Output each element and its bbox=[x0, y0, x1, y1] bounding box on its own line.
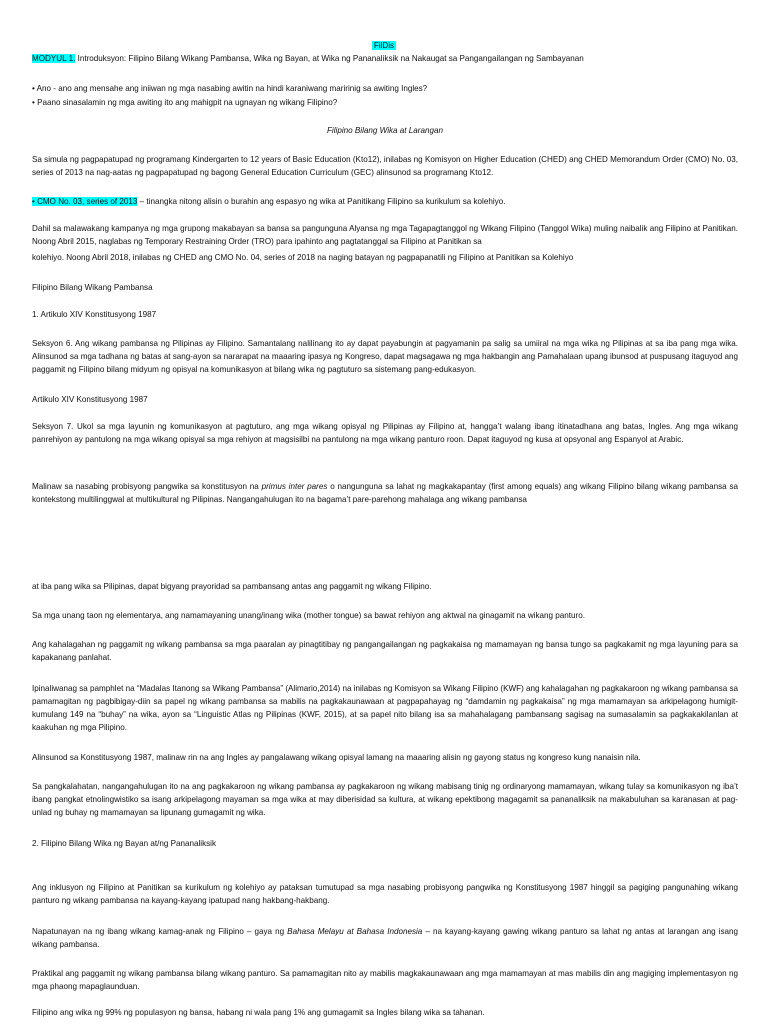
paragraph-populasyon: Filipino ang wika ng 99% ng populasyon ng bansa, habang ni wala pang 1% ang gumagamit sa Ingles bilang wika sa tahanan. bbox=[32, 1008, 485, 1017]
paragraph-praktikal: Praktikal ang paggamit ng wikang pambansa bilang wikang panturo. Sa pamamagitan nito ay mabilis magkakaunawaan ang mga mamamayan at mas mabilis din ang magiging implementasyon ng mga phaong mapaglaunduan. bbox=[32, 969, 738, 991]
paragraph-kahalagahan: Ang kahalagahan ng paggamit ng wikang pambansa sa mga paaralan ay pinagtitibay ng pangangailangan ng pagkakaisa ng mamamayan ng bansa tungo sa pagkakamit ng mga layuning para sa kapakanang panlahat. bbox=[32, 640, 738, 662]
modyul-heading bbox=[32, 52, 738, 65]
paragraph-tanggol-wika-cont: kolehiyo. Noong Abril 2018, inilabas ng CHED ang CMO No. 04, series of 2018 na naging batayan ng pagpapanatili ng Filipino at Panitikan sa Kolehiyo bbox=[32, 253, 574, 262]
paragraph-kwf-pamphlet: Ipinaliwanag sa pamphlet na “Madalas Itanong sa Wikang Pambansa” (Alimario,2014) na inilabas ng Komisyon sa Wikang Filipino (KWF) ang kahalagahan ng pagkakaroon ng wikang pambansa sa pamamagitan ng pagbibigay-diin sa papel ng wikang pambansa sa mabilis na pagkakaunawaan at pagpapahayag ng “damdamin ng pagkakaisa” ng mga mamamayan sa arkipelagong humigit-kumulang 149 na “buhay” na wika, ayon sa “Linguistic Atlas ng Pilipinas (KWF, 2015), at sa papel nito bilang isa sa mahahalagang pambansang sagisag na sumasalamin sa pagkakakilanlan at kaakuhan ng mga Pilipino. bbox=[32, 684, 738, 732]
modyul-label: MODYUL 1. bbox=[32, 54, 76, 63]
modyul-title: Introduksyon: Filipino Bilang Wikang Pambansa, Wika ng Bayan, at Wika ng Pananaliksik na Nakaugat sa Pangangailangan ng Sambayanan bbox=[75, 54, 584, 63]
primus-inter-pares-term: primus inter pares bbox=[261, 482, 328, 491]
cmo-label: • CMO No. 03, series of 2013 bbox=[32, 197, 138, 206]
document-title: FilDis bbox=[373, 41, 395, 50]
question-2: • Paano sinasalamin ng mga awiting ito ang mahigpit na ugnayan ng wikang Filipino? bbox=[32, 98, 338, 107]
heading-wika-ng-bayan: 2. Filipino Bilang Wika ng Bayan at/ng Pananaliksik bbox=[32, 839, 217, 848]
heading-artikulo-xiv-2: Artikulo XIV Konstitusyong 1987 bbox=[32, 395, 148, 404]
paragraph-bahasa: Napatunayan na ng ibang wikang kamag-anak ng Filipino – gaya ng Bahasa Melayu at Bahasa Indonesia – na kayang-kayang gawing wikang panturo sa lahat ng antas at larangan ang isang wikang pambansa. bbox=[32, 927, 738, 949]
paragraph-inklusyon: Ang inklusyon ng Filipino at Panitikan sa kurikulum ng kolehiyo ay pataksan tumutupad sa mga nasabing probisyong pangwika ng Konstitusyong 1987 hinggil sa pagiging pangunahing wikang panturo ng wikang pambansa na kayang-kayang ipatupad nang hakbang-hakbang. bbox=[32, 883, 738, 905]
question-1: • Ano - ano ang mensahe ang iniiwan ng mga nasabing awitin na hindi karaniwang maririnig sa awiting Ingles? bbox=[32, 84, 428, 93]
paragraph-ingles-opisyal: Alinsunod sa Konstitusyong 1987, malinaw rin na ang Ingles ay pangalawang wikang opisyal lamang na maaaring alisin ng gayong status ng kongreso kung nanaisin nila. bbox=[32, 753, 641, 762]
paragraph-tanggol-wika: Dahil sa malawakang kampanya ng mga grupong makabayan sa bansa sa pangunguna Alyansa ng mga Tagapagtanggol ng Wikang Filipino (Tanggol Wika) muling naibalik ang Filipino at Panitikan. Noong Abril 2015, naglabas ng Temporary Restraining Order (TRO) para ipahinto ang pagtatanggal sa Filipino at Panitikan sa bbox=[32, 224, 738, 246]
paragraph-pangkalahatan: Sa pangkalahatan, nangangahulugan ito na ang pagkakaroon ng wikang pambansa ay pagkakaroon ng wikang mabisang tinig ng ordinaryong mamamayan, wikang tulay sa komunikasyon ng iba’t ibang pangkat etnolingwistiko sa isang arkipelagong mayaman sa mga wika at may diberisidad sa kultura, at wikang epektibong magagamit sa pananaliksik na makabuluhan sa karanasan at pag-unlad ng buhay ng mamamayan sa lipunang gumagamit ng wika. bbox=[32, 782, 738, 817]
cmo-bullet bbox=[32, 195, 738, 208]
paragraph-continuation: at iba pang wika sa Pilipinas, dapat bigyang prayoridad sa pambansang antas ang paggamit ng wikang Filipino. bbox=[32, 582, 432, 591]
paragraph-mother-tongue: Sa mga unang taon ng elementarya, ang namamayaning unang/inang wika (mother tongue) sa bawat rehiyon ang aktwal na ginagamit na wikang panturo. bbox=[32, 611, 585, 620]
section-title: Filipino Bilang Wika at Larangan bbox=[326, 126, 443, 135]
cmo-text: – tinangka nitong alisin o burahin ang espasyo ng wika at Panitikang Filipino sa kurikulum sa kolehiyo. bbox=[137, 197, 506, 206]
paragraph-seksyon-7: Seksyon 7. Ukol sa mga layunin ng komunikasyon at pagtuturo, ang mga wikang opisyal ng Pilipinas ay Filipino at, hangga’t walang ibang itinatadhana ang batas, Ingles. Ang mga wikang panrehiyon ay pantulong na mga wikang opisyal sa mga rehiyon at magsisilbi na pantulong na mga wikang panturo roon. Dapat itaguyod ng kusa at opsyonal ang Espanyol at Arabic. bbox=[32, 422, 738, 444]
paragraph-seksyon-6: Seksyon 6. Ang wikang pambansa ng Pilipinas ay Filipino. Samantalang nalilinang ito ay dapat payabungin at pagyamanin pa salig sa umiiral na mga wika ng Pilipinas at sa iba pang mga wika. Alinsunod sa mga tadhana ng batas at sang-ayon sa nararapat na maaaring ipasya ng Kongreso, dapat magsagawa ng mga hakbangin ang Pamahalaan upang ibunsod at puspusang itaguyod ang paggamit ng Filipino bilang midyum ng opisyal na komunikasyon at bilang wika ng pagtuturo sa sistemang pang-edukasyon. bbox=[32, 339, 738, 374]
paragraph-kto12: Sa simula ng pagpapatupad ng programang Kindergarten to 12 years of Basic Education (Kto12), inilabas ng Komisyon on Higher Education (CHED) ang CHED Memorandum Order (CMO) No. 03, series of 2013 na nag-aatas ng pagpapatupad ng bagong General Education Curriculum (GEC) alinsunod sa programang Kto12. bbox=[32, 155, 738, 177]
heading-artikulo-xiv-1: 1. Artikulo XIV Konstitusyong 1987 bbox=[32, 310, 157, 319]
paragraph-primus-inter-pares: Malinaw sa nasabing probisyong pangwika sa konstitusyon na primus inter pares o nangunguna sa lahat ng magkakapantay (first among equals) ang wikang Filipino bilang wikang pambansa sa kontekstong multilinggwal at multikultural ng Pilipinas. Nangangahulugan ito na bagama’t pare-parehong mahalaga ang wikang pambansa bbox=[32, 482, 739, 504]
heading-filipino-bilang-wikang-pambansa: Filipino Bilang Wikang Pambansa bbox=[32, 283, 153, 292]
bahasa-term: Bahasa Melayu at Bahasa Indonesia bbox=[287, 927, 423, 936]
